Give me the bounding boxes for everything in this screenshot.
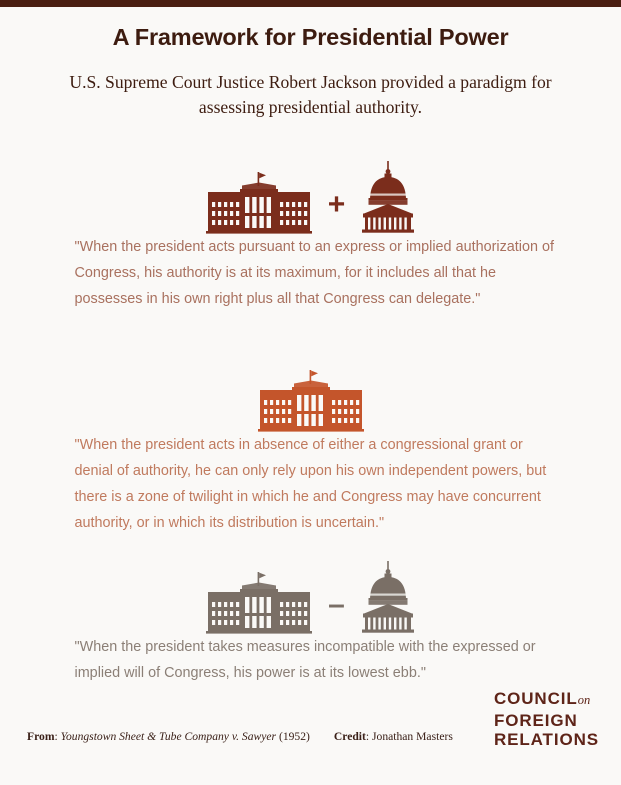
top-rule-divider bbox=[0, 0, 621, 7]
page-subtitle: U.S. Supreme Court Justice Robert Jackson provided a paradigm for assessing presidential authority. bbox=[69, 72, 552, 117]
source-credit-line bbox=[27, 730, 453, 743]
white-house-icon bbox=[203, 570, 315, 634]
credit-label: Credit bbox=[333, 730, 366, 743]
icon-row-3 bbox=[0, 560, 621, 634]
capitol-icon bbox=[358, 160, 418, 234]
white-house-icon bbox=[203, 170, 315, 234]
capitol-icon bbox=[358, 560, 418, 634]
cfr-logo-on: on bbox=[577, 693, 591, 707]
cfr-logo-council: COUNCIL bbox=[493, 689, 578, 708]
source-year: (1952) bbox=[278, 730, 310, 743]
operator-plus-icon: + bbox=[327, 188, 346, 221]
cfr-logo[interactable] bbox=[494, 689, 599, 750]
credit-author: Jonathan Masters bbox=[372, 730, 453, 743]
quote-maximum-authority: "When the president acts pursuant to an express or implied authorization of Congress, his authority is at its maximum, for it includes all that he possesses in his own right plus all that Congress can delegate." bbox=[74, 239, 554, 307]
credit-colon: : bbox=[365, 730, 373, 743]
cfr-logo-line-1 bbox=[494, 689, 599, 711]
cfr-logo-relations: RELATIONS bbox=[493, 730, 599, 749]
cfr-logo-foreign: FOREIGN bbox=[493, 710, 578, 730]
icon-row-2 bbox=[0, 358, 621, 432]
source-case-name: Youngstown Sheet & Tube Company v. Sawyer bbox=[60, 730, 277, 743]
header bbox=[0, 20, 621, 120]
from-colon: : bbox=[54, 730, 61, 743]
block-zone-of-twilight bbox=[0, 358, 621, 536]
quote-zone-of-twilight: "When the president acts in absence of either a congressional grant or denial of authority, he can only rely upon his own independent powers, but there is a zone of twilight in which he and Congress may have concurrent authority, or in which its distribution is uncertain." bbox=[74, 437, 547, 531]
footer bbox=[0, 685, 621, 785]
icon-row-1 bbox=[0, 160, 621, 234]
from-label: From bbox=[27, 730, 55, 743]
operator-minus-icon: – bbox=[328, 588, 345, 621]
quote-lowest-ebb: "When the president takes measures incompatible with the expressed or implied will of Congress, his power is at its lowest ebb." bbox=[74, 639, 536, 681]
page-title: A Framework for Presidential Power bbox=[112, 24, 509, 50]
block-maximum-authority bbox=[0, 160, 621, 312]
block-lowest-ebb bbox=[0, 560, 621, 686]
white-house-icon bbox=[255, 368, 367, 432]
